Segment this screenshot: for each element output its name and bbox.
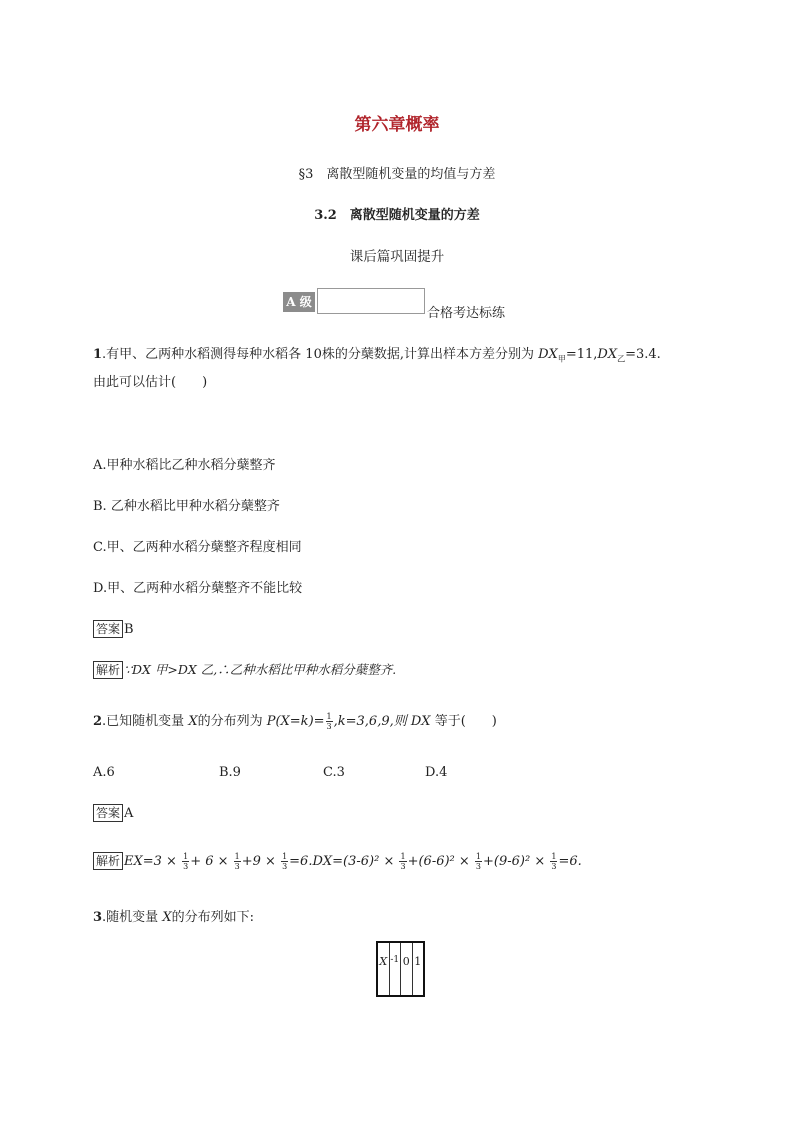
fraction: $\frac{1}{3}$	[475, 852, 482, 871]
expectation-formula: +9 ×	[241, 854, 281, 869]
analysis-2	[93, 851, 582, 873]
chapter-title: 第六章概率	[354, 115, 440, 135]
question-1-stem-line2: 由此可以估计( )	[93, 375, 208, 390]
variance-value: =11,	[565, 347, 598, 362]
question-number: 2	[93, 714, 103, 729]
variance-symbol: DX	[538, 347, 558, 362]
option-c: C.甲、乙两种水稻分蘖整齐程度相同	[93, 540, 302, 555]
table-cell: X	[378, 943, 390, 995]
table-cell: 1	[414, 955, 422, 968]
option-a: A.甲种水稻比乙种水稻分蘖整齐	[93, 458, 276, 473]
expectation-formula: + 6 ×	[190, 854, 233, 869]
question-text: 的分布列为	[197, 714, 267, 729]
fraction: $\frac{1}{3}$	[551, 852, 557, 871]
analysis-1	[93, 659, 396, 682]
section-title: §3 离散型随机变量的均值与方差	[298, 167, 496, 182]
question-2-stem	[93, 711, 497, 733]
variance-value: =3.4.	[625, 347, 661, 362]
fraction: $\frac{1}{3}$	[326, 712, 332, 731]
fraction: $\frac{1}{3}$	[400, 852, 406, 871]
fraction: $\frac{1}{3}$	[234, 852, 240, 871]
practice-title: 课后篇巩固提升	[349, 249, 445, 265]
answer-value: A	[124, 806, 134, 821]
fraction: $\frac{1}{3}$	[282, 852, 288, 871]
answer-1	[93, 619, 134, 641]
level-badge: A 级	[283, 292, 315, 312]
variance-formula: +(6-6)² ×	[407, 854, 474, 869]
question-1-stem	[93, 344, 661, 371]
option-a: A.6	[93, 765, 115, 780]
option-d: D.4	[425, 765, 448, 780]
analysis-label: 解析	[93, 661, 123, 679]
analysis-label: 解析	[93, 852, 123, 870]
question-number: 3	[93, 910, 103, 925]
subscript: 乙	[617, 354, 626, 364]
question-text: .随机变量	[102, 910, 163, 925]
probability-expression: P(X=k)=	[266, 714, 325, 729]
variance-symbol: DX	[597, 347, 618, 362]
question-text: 的分布列如下:	[171, 910, 254, 925]
subscript: 甲	[557, 354, 566, 364]
question-text: .有甲、乙两种水稻测得每种水稻各 10株的分蘖数据,计算出样本方差分别为	[102, 347, 539, 362]
variance-formula: +(9-6)² ×	[483, 854, 550, 869]
question-text: ,k=3,6,9,则	[333, 714, 411, 729]
random-variable: X	[162, 910, 172, 925]
table-cell: 0	[401, 943, 413, 995]
variance-formula: DX=(3-6)² ×	[312, 854, 399, 869]
level-caption: 合格考达标练	[427, 306, 506, 321]
question-text: .已知随机变量	[102, 714, 189, 729]
variance-symbol: DX	[410, 714, 431, 729]
expectation-formula: =6.	[289, 854, 313, 869]
question-text: 等于( )	[430, 714, 497, 729]
subsection-title: 3.2 离散型随机变量的方差	[314, 208, 480, 223]
answer-2	[93, 803, 133, 825]
variance-formula: =6.	[558, 854, 582, 869]
option-d: D.甲、乙两种水稻分蘖整齐不能比较	[93, 581, 303, 596]
expectation-formula: EX=3 ×	[124, 854, 182, 869]
question-number: 1	[93, 347, 103, 362]
answer-value: B	[124, 622, 134, 637]
option-b: B. 乙种水稻比甲种水稻分蘖整齐	[93, 499, 280, 514]
table-cell: -1	[390, 943, 402, 995]
level-box	[317, 288, 425, 314]
answer-label: 答案	[93, 620, 123, 638]
fraction: $\frac{1}{3}$	[183, 852, 189, 871]
question-3-stem	[93, 907, 254, 929]
analysis-text: ∵DX 甲>DX 乙,∴乙种水稻比甲种水稻分蘖整齐.	[124, 662, 397, 677]
answer-label: 答案	[93, 804, 123, 822]
option-b: B.9	[219, 765, 241, 780]
distribution-table	[376, 941, 425, 997]
random-variable: X	[188, 714, 198, 729]
option-c: C.3	[323, 765, 345, 780]
